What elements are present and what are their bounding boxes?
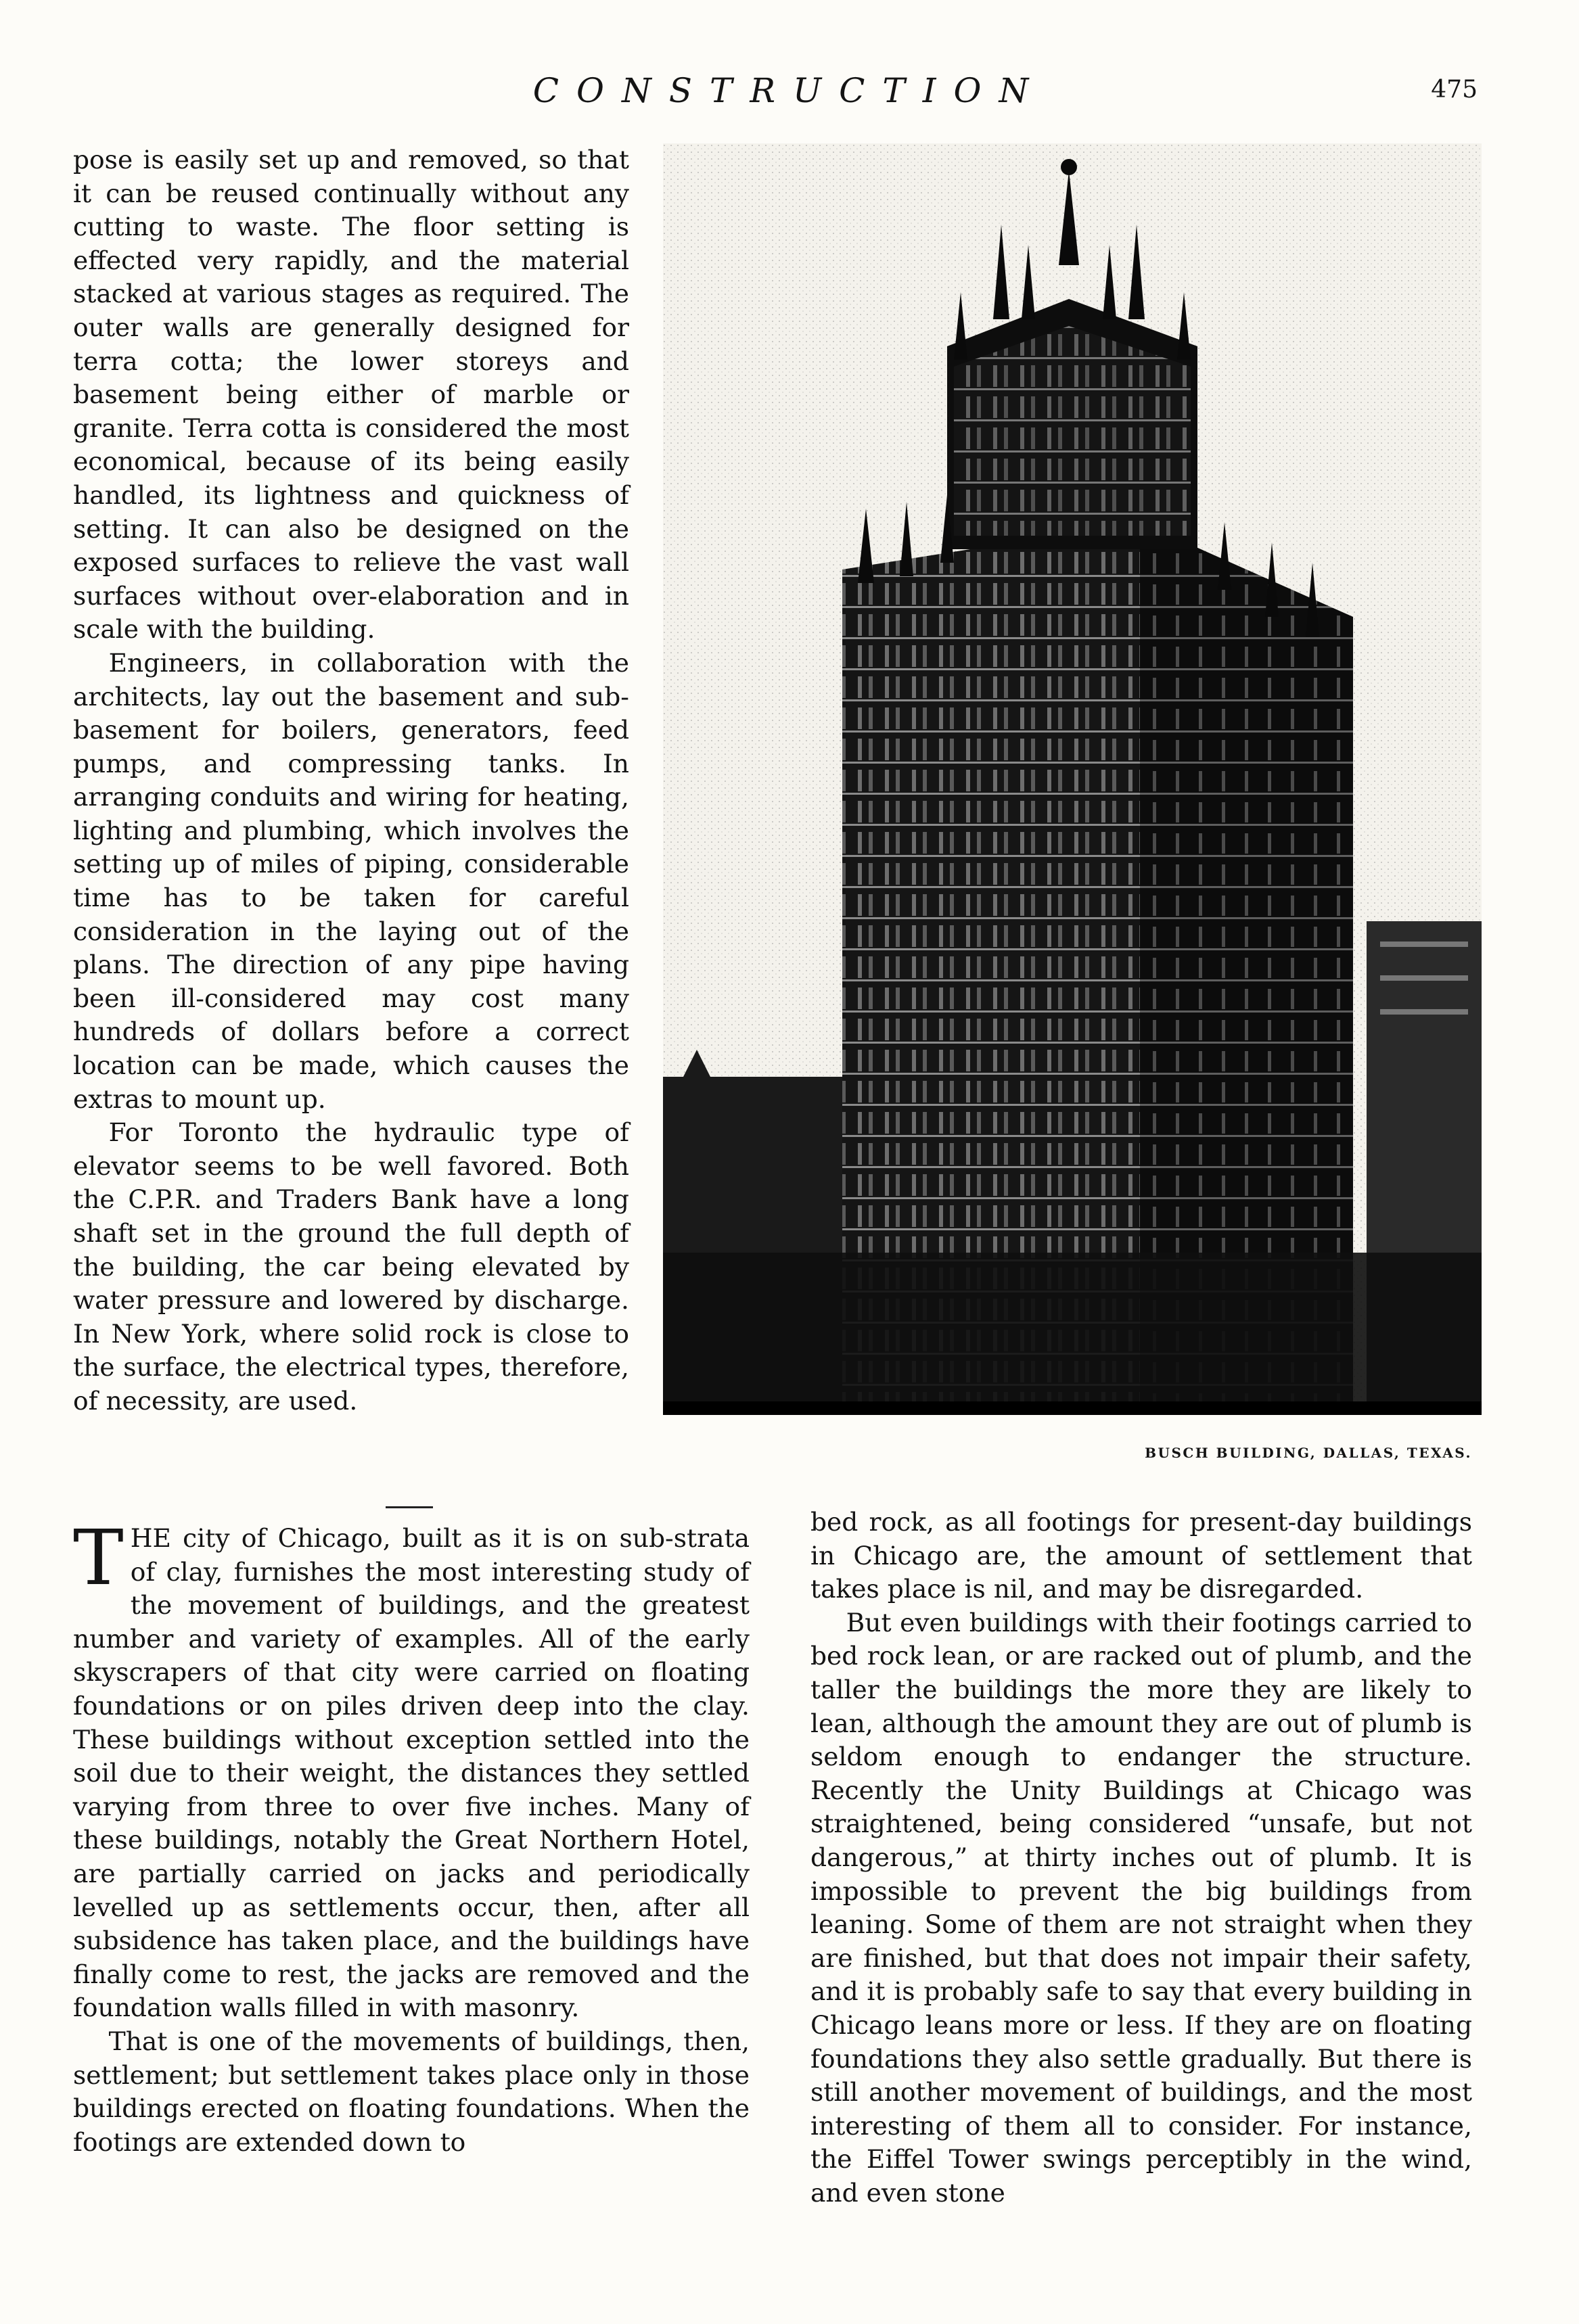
page-number: 475 xyxy=(1431,76,1478,103)
bottom-left-column xyxy=(73,1514,750,2159)
left-column-top xyxy=(73,143,629,1418)
building-photograph xyxy=(663,143,1482,1415)
journal-title: CONSTRUCTION xyxy=(532,71,1047,110)
paragraph xyxy=(73,1514,750,2025)
section-divider xyxy=(386,1506,433,1508)
drop-cap: T xyxy=(73,1514,124,1602)
paragraph: That is one of the movements of buildings, then, settlement; but settlement takes place only in those buildings erected on floating foundations. When the footings are extended down to xyxy=(73,2026,750,2157)
running-header xyxy=(0,70,1579,111)
bottom-right-column xyxy=(810,1506,1472,2210)
paragraph: For Toronto the hydraulic type of elevator seems to be well favored. Both the C.P.R. and Traders Bank have a long shaft set in the ground the full depth of the building, the car being elevated by water pressure and lowered by discharge. In New York, where solid rock is close to the surface, the electrical types, therefore, of necessity, are used. xyxy=(73,1117,629,1416)
paragraph: pose is easily set up and removed, so that it can be reused continually without any cutting to waste. The floor setting is effected very rapidly, and the material stacked at various stages as required. The outer walls are generally designed for terra cotta; the lower storeys and basement being either of marble or granite. Terra cotta is considered the most economical, because of its being easily handled, its lightness and quickness of setting. It can also be designed on the exposed surfaces to relieve the vast wall surfaces without over-elaboration and in scale with the building. xyxy=(73,145,629,645)
paragraph: Engineers, in collaboration with the architects, lay out the basement and sub-basement for boilers, generators, feed pumps, and compressing tanks. In arranging conduits and wiring for heating, lighting and plumbing, which involves the setting up of miles of piping, considerable time has to be taken for careful consideration in the laying out of the plans. The direction of any pipe having been ill-considered may cost many hundreds of dollars before a correct location can be made, which causes the extras to mount up. xyxy=(73,647,629,1114)
busch-building-illustration xyxy=(663,143,1482,1415)
paragraph: But even buildings with their footings carried to bed rock lean, or are racked out of plumb, and the taller the buildings the more they are likely to lean, although the amount they are out of plumb is seldom enough to endanger the structure. Recently the Unity Buildings at Chicago was straightened, being considered “unsafe, but not dangerous,” at thirty inches out of plumb. It is impossible to prevent the big buildings from leaning. Some of them are not straight when they are finished, but that does not impair their safety, and it is probably safe to say that every building in Chicago leans more or less. If they are on floating foundations they also settle gradually. But there is still another movement of buildings, and the most interesting of them all to consider. For instance, the Eiffel Tower swings perceptibly in the wind, and even stone xyxy=(810,1607,1472,2208)
paragraph: bed rock, as all footings for present-day buildings in Chicago are, the amount of settlement that takes place is nil, and may be disregarded. xyxy=(810,1507,1472,1604)
figure-caption: BUSCH BUILDING, DALLAS, TEXAS. xyxy=(1145,1445,1472,1461)
paragraph-text: HE city of Chicago, built as it is on sub-strata of clay, furnishes the most interesting study of the movement of buildings, and the greatest number and variety of examples. All of the early skyscrapers of that city were carried on floating foundations or on piles driven deep into the clay. These buildings without exception settled into the soil due to their weight, the distances they settled varying from three to over five inches. Many of these buildings, notably the Great Northern Hotel, are partially carried on jacks and periodically levelled up as settlements occur, then, after all subsidence has taken place, and the buildings have finally come to rest, the jacks are removed and the foundation walls filled in with masonry. xyxy=(73,1523,750,2023)
